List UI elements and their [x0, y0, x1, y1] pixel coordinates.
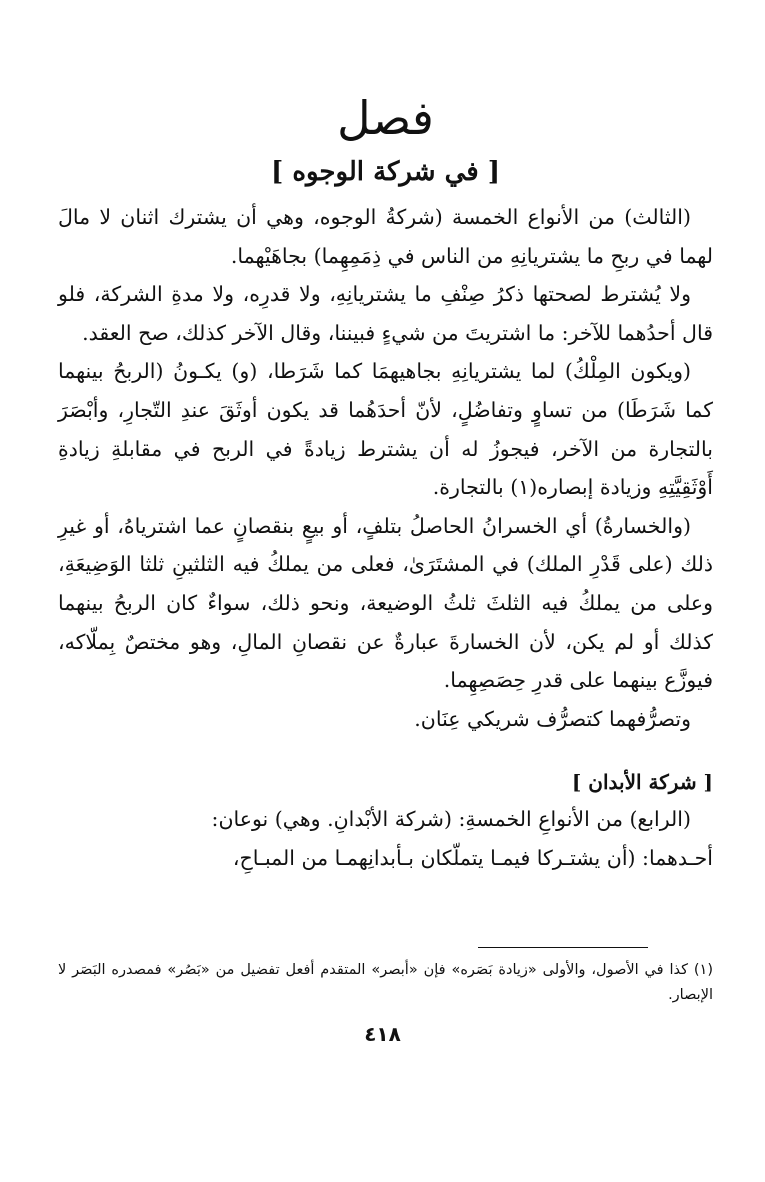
subsection-title: [ شركة الأبدان ] — [571, 770, 713, 795]
paragraph: ولا يُشترط لصحتها ذكرُ صِنْفِ ما يشتريانِهِ، ولا قدرِه، ولا مدةِ الشركة، فلو قال أحدُهما للآخر: ما اشتريتَ من شيءٍ فبيننا، وقال الآخر كذلك، صح العقد. — [58, 282, 713, 345]
footnote-divider — [478, 947, 648, 948]
paragraph: (الرابع) من الأنواعِ الخمسةِ: (شركة الأبْدانِ. وهي) نوعان: — [211, 807, 691, 832]
paragraph: (الثالث) من الأنواع الخمسة (شركةُ الوجوه، وهي أن يشترك اثنان لا مالَ لهما في ربحِ ما يشتريانِهِ من الناس في ذِمَمِهِما) بجاهَيْهما. — [58, 205, 713, 268]
page-number: ٤١٨ — [364, 1022, 401, 1046]
paragraph: (والخسارةُ) أي الخسرانُ الحاصلُ بتلفٍ، أو بيعٍ بنقصانٍ عما اشترياهُ، أو غيرِ ذلك (على قَدْرِ الملك) في المشتَرَىٰ، فعلى من يملكُ فيه الثلثينِ ثلثا الوَضِيعَةِ، وعلى من يملكُ فيه الثلثَ ثلثُ الوضيعة، ونحو ذلك، سواءٌ كان الربحُ بينهما كذلك أو لم يكن، لأن الخسارةَ عبارةٌ عن نقصانِ المالِ، وهو مختصٌ بِملّاكه، فيوزَّع بينهما على قدرِ حِصَصِهِما. — [58, 513, 713, 693]
chapter-ornament: فصل — [337, 91, 434, 145]
paragraph: (ويكون المِلْكُ) لما يشتريانِهِ بجاهيهمَا كما شَرَطا، (و) يكـونُ (الربحُ بينهما كما شَرَطَا) من تساوٍ وتفاضُلٍ، لأنّ أحدَهُما قد يكون أوثَقَ عندِ التّجارِ، وأبْصَرَ بالتجارة من الآخر، فيجوزُ له أن يشترط زيادةً في الربح في مقابلةِ زيادةِ أَوْثَقِيَّتِهِ وزيادة إبصاره(١) بالتجارة. — [58, 359, 713, 500]
paragraph: وتصرُّفهما كتصرُّف شريكي عِنَان. — [414, 706, 691, 731]
page-body — [58, 86, 713, 878]
section-title: [ في شركة الوجوه ] — [270, 157, 501, 187]
footnote: (١) كذا في الأصول، والأولى «زيادة بَصَره» فإن «أبصر» المتقدم أفعل تفضيل من «بَصُر» فمصدره البَصَر لا الإبصار. — [58, 962, 713, 1003]
paragraph: أحـدهما: (أن يشتـركا فيمـا يتملّكان بـأبدانِهمـا من المبـاحِ، — [232, 845, 713, 870]
